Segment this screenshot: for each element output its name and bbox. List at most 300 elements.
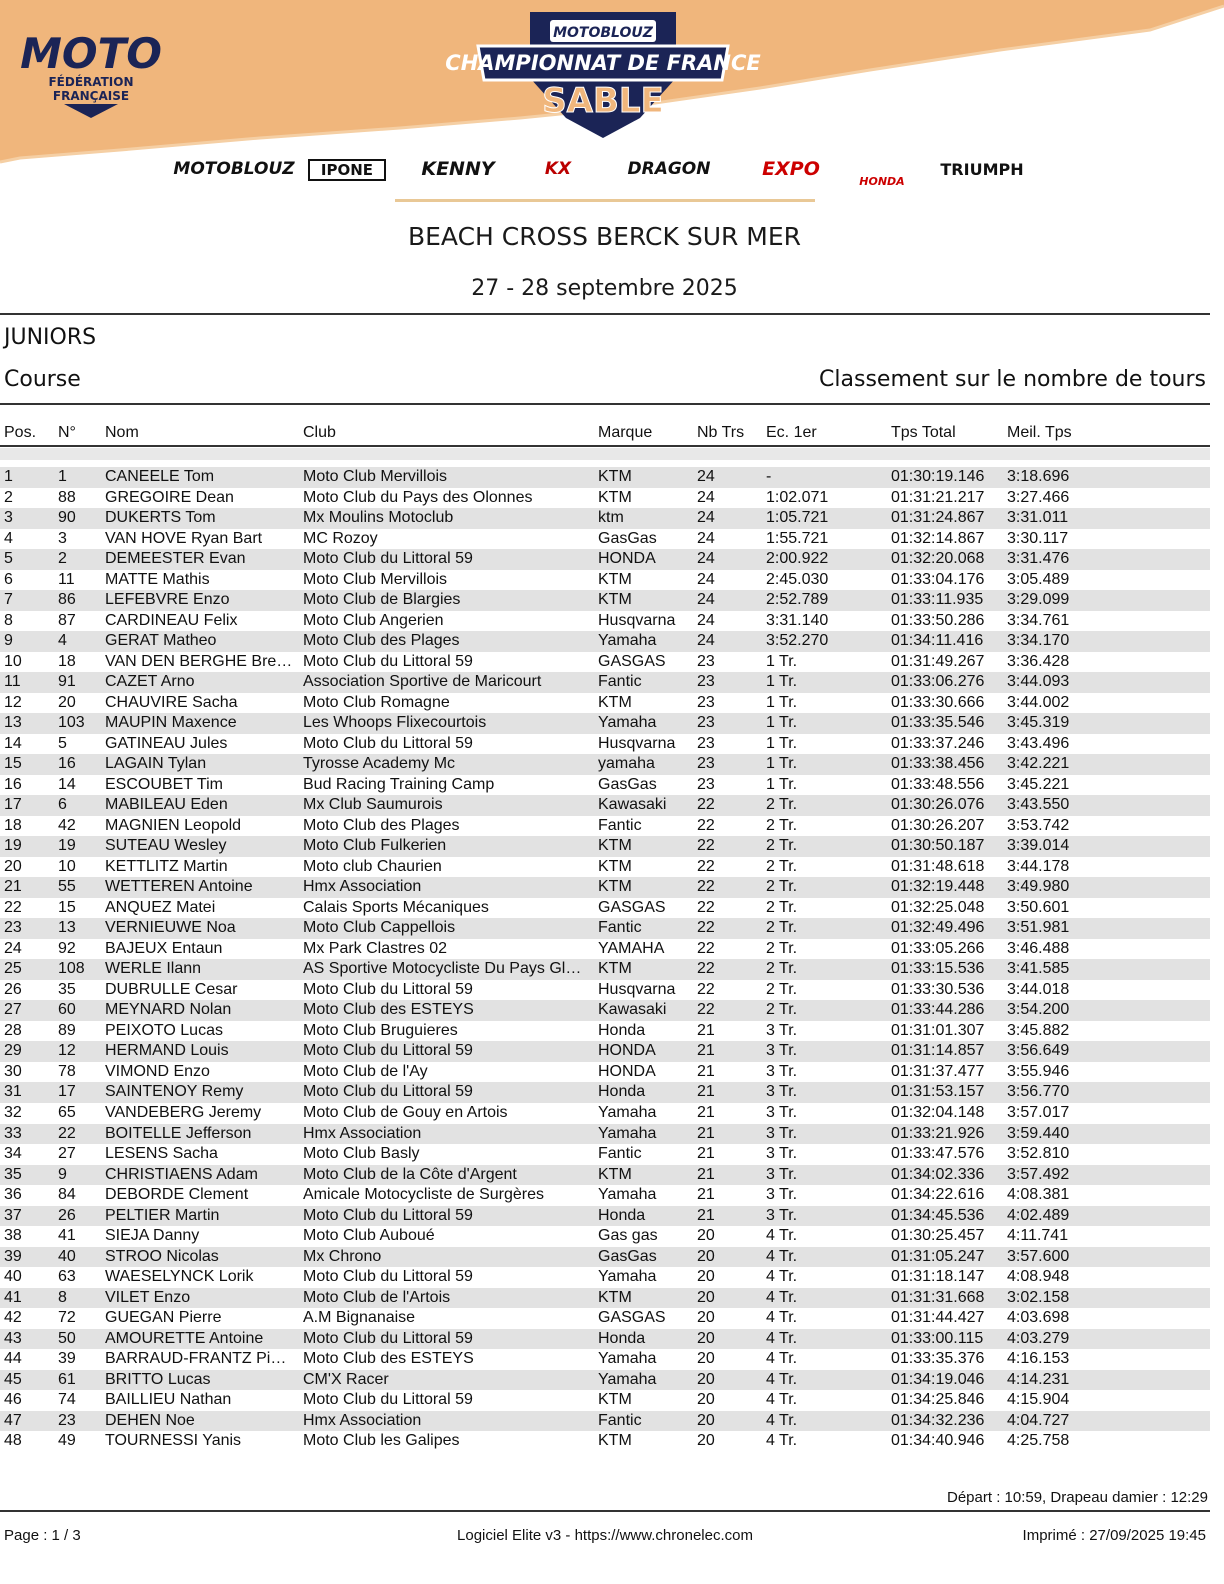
total-time-cell: 01:33:37.246 bbox=[891, 734, 985, 752]
gap-cell: 2 Tr. bbox=[766, 1001, 798, 1019]
brand-cell: Fantic bbox=[598, 816, 642, 834]
club-cell: Amicale Motocycliste de Surgères bbox=[303, 1186, 544, 1204]
name-cell: ANQUEZ Matei bbox=[105, 898, 216, 916]
laps-cell: 21 bbox=[697, 1083, 715, 1101]
number-cell: 90 bbox=[58, 509, 76, 527]
name-cell: AMOURETTE Antoine bbox=[105, 1329, 264, 1347]
gap-cell: 1 Tr. bbox=[766, 714, 798, 732]
table-row bbox=[0, 1329, 1210, 1350]
champ-logo-title: CHAMPIONNAT DE FRANCE bbox=[445, 51, 761, 75]
club-cell: MC Rozoy bbox=[303, 529, 378, 547]
number-cell: 8 bbox=[58, 1288, 67, 1306]
brand-cell: KTM bbox=[598, 878, 632, 896]
gap-cell: 2 Tr. bbox=[766, 837, 798, 855]
pos-cell: 24 bbox=[4, 939, 22, 957]
brand-cell: KTM bbox=[598, 837, 632, 855]
club-cell: Hmx Association bbox=[303, 1124, 422, 1142]
table-row bbox=[0, 1411, 1210, 1432]
pos-cell: 19 bbox=[4, 837, 22, 855]
table-row bbox=[0, 570, 1210, 591]
number-cell: 6 bbox=[58, 796, 67, 814]
number-cell: 86 bbox=[58, 591, 76, 609]
club-cell: Moto Club du Pays des Olonnes bbox=[303, 488, 533, 506]
club-cell: Moto Club du Littoral 59 bbox=[303, 1042, 473, 1060]
gap-cell: 3:52.270 bbox=[766, 632, 829, 650]
header-laps: Nb Trs bbox=[697, 424, 745, 441]
best-lap-cell: 3:44.002 bbox=[1007, 693, 1070, 711]
total-time-cell: 01:33:05.266 bbox=[891, 939, 985, 957]
total-time-cell: 01:34:40.946 bbox=[891, 1432, 985, 1450]
table-row bbox=[0, 1185, 1210, 1206]
total-time-cell: 01:30:26.076 bbox=[891, 796, 985, 814]
brand-cell: Yamaha bbox=[598, 1370, 657, 1388]
club-cell: AS Sportive Motocycliste Du Pays Gl… bbox=[303, 960, 582, 978]
best-lap-cell: 3:57.017 bbox=[1007, 1103, 1070, 1121]
laps-cell: 23 bbox=[697, 673, 715, 691]
name-cell: BRITTO Lucas bbox=[105, 1370, 211, 1388]
brand-cell: GasGas bbox=[598, 775, 657, 793]
best-lap-cell: 3:49.980 bbox=[1007, 878, 1070, 896]
best-lap-cell: 3:30.117 bbox=[1007, 529, 1069, 547]
pos-cell: 46 bbox=[4, 1391, 22, 1409]
gap-cell: 1 Tr. bbox=[766, 775, 798, 793]
name-cell: MATTE Mathis bbox=[105, 570, 210, 588]
total-time-cell: 01:31:05.247 bbox=[891, 1247, 985, 1265]
pos-cell: 26 bbox=[4, 980, 22, 998]
name-cell: ESCOUBET Tim bbox=[105, 775, 223, 793]
name-cell: DEMEESTER Evan bbox=[105, 550, 246, 568]
brand-cell: GasGas bbox=[598, 1247, 657, 1265]
laps-cell: 24 bbox=[697, 632, 715, 650]
number-cell: 5 bbox=[58, 734, 67, 752]
gap-cell: 2 Tr. bbox=[766, 898, 798, 916]
brand-cell: GASGAS bbox=[598, 652, 666, 670]
laps-cell: 22 bbox=[697, 898, 715, 916]
pos-cell: 35 bbox=[4, 1165, 22, 1183]
total-time-cell: 01:31:21.217 bbox=[891, 488, 985, 506]
name-cell: PEIXOTO Lucas bbox=[105, 1021, 223, 1039]
club-cell: Moto Club Fulkerien bbox=[303, 837, 447, 855]
gap-cell: 3 Tr. bbox=[766, 1206, 798, 1224]
club-cell: Moto Club Angerien bbox=[303, 611, 444, 629]
total-time-cell: 01:33:35.546 bbox=[891, 714, 985, 732]
total-time-cell: 01:33:21.926 bbox=[891, 1124, 985, 1142]
gap-cell: 2 Tr. bbox=[766, 919, 798, 937]
results-table-header bbox=[0, 424, 1210, 446]
best-lap-cell: 3:57.492 bbox=[1007, 1165, 1070, 1183]
total-time-cell: 01:33:47.576 bbox=[891, 1145, 985, 1163]
table-row bbox=[0, 959, 1210, 980]
pos-cell: 39 bbox=[4, 1247, 22, 1265]
best-lap-cell: 3:44.093 bbox=[1007, 673, 1070, 691]
gap-cell: 2 Tr. bbox=[766, 796, 798, 814]
best-lap-cell: 3:27.466 bbox=[1007, 488, 1070, 506]
header-brand: Marque bbox=[598, 424, 653, 441]
gap-cell: 2 Tr. bbox=[766, 878, 798, 896]
number-cell: 15 bbox=[58, 898, 76, 916]
pos-cell: 37 bbox=[4, 1206, 22, 1224]
name-cell: MAGNIEN Leopold bbox=[105, 816, 242, 834]
pos-cell: 21 bbox=[4, 878, 22, 896]
club-cell: Moto Club les Galipes bbox=[303, 1432, 460, 1450]
total-time-cell: 01:32:49.496 bbox=[891, 919, 985, 937]
gap-cell: 2 Tr. bbox=[766, 980, 798, 998]
best-lap-cell: 4:11.741 bbox=[1007, 1227, 1069, 1245]
name-cell: LESENS Sacha bbox=[105, 1145, 218, 1163]
name-cell: CAZET Arno bbox=[105, 673, 195, 691]
pos-cell: 3 bbox=[4, 509, 13, 527]
brand-cell: Husqvarna bbox=[598, 611, 676, 629]
sponsor-logo-triumph: TRIUMPH bbox=[940, 159, 1024, 179]
pos-cell: 25 bbox=[4, 960, 22, 978]
total-time-cell: 01:32:19.448 bbox=[891, 878, 985, 896]
number-cell: 60 bbox=[58, 1001, 76, 1019]
total-time-cell: 01:32:20.068 bbox=[891, 550, 985, 568]
pos-cell: 11 bbox=[4, 673, 21, 691]
number-cell: 18 bbox=[58, 652, 76, 670]
table-row bbox=[0, 1390, 1210, 1411]
laps-cell: 23 bbox=[697, 693, 715, 711]
title-rule bbox=[0, 313, 1210, 315]
best-lap-cell: 3:18.696 bbox=[1007, 468, 1070, 485]
brand-cell: Kawasaki bbox=[598, 1001, 667, 1019]
brand-cell: Yamaha bbox=[598, 1124, 657, 1142]
gap-cell: 1 Tr. bbox=[766, 673, 798, 691]
pos-cell: 8 bbox=[4, 611, 13, 629]
laps-cell: 20 bbox=[697, 1227, 715, 1245]
pos-cell: 9 bbox=[4, 632, 13, 650]
brand-cell: HONDA bbox=[598, 550, 656, 568]
brand-cell: HONDA bbox=[598, 1062, 656, 1080]
laps-cell: 22 bbox=[697, 816, 715, 834]
best-lap-cell: 4:04.727 bbox=[1007, 1411, 1070, 1429]
sponsor-logo-kenny: KENNY bbox=[421, 158, 495, 180]
club-cell: Moto Club Bruguieres bbox=[303, 1021, 458, 1039]
number-cell: 42 bbox=[58, 816, 76, 834]
header-pos: Pos. bbox=[4, 424, 37, 441]
total-time-cell: 01:31:18.147 bbox=[891, 1268, 985, 1286]
ffm-logo-line2: FÉDÉRATION bbox=[48, 75, 134, 89]
header-club: Club bbox=[303, 424, 336, 441]
table-row bbox=[0, 1062, 1210, 1083]
club-cell: Moto Club Basly bbox=[303, 1145, 420, 1163]
total-time-cell: 01:33:00.115 bbox=[891, 1329, 984, 1347]
pos-cell: 20 bbox=[4, 857, 22, 875]
best-lap-cell: 3:44.178 bbox=[1007, 857, 1070, 875]
footer-rule bbox=[0, 1510, 1210, 1512]
name-cell: MABILEAU Eden bbox=[105, 796, 228, 814]
header-rule bbox=[0, 445, 1210, 447]
laps-cell: 23 bbox=[697, 652, 715, 670]
laps-cell: 21 bbox=[697, 1124, 715, 1142]
start-info: Départ : 10:59, Drapeau damier : 12:29 bbox=[947, 1489, 1208, 1506]
brand-cell: Yamaha bbox=[598, 1103, 657, 1121]
laps-cell: 24 bbox=[697, 468, 715, 485]
club-cell: Association Sportive de Maricourt bbox=[303, 673, 542, 691]
brand-cell: KTM bbox=[598, 468, 632, 485]
table-row bbox=[0, 1349, 1210, 1370]
brand-cell: Husqvarna bbox=[598, 734, 676, 752]
name-cell: TOURNESSI Yanis bbox=[105, 1432, 242, 1450]
number-cell: 22 bbox=[58, 1124, 76, 1142]
total-time-cell: 01:33:30.666 bbox=[891, 693, 985, 711]
number-cell: 49 bbox=[58, 1432, 76, 1450]
sponsor-logo-motoblouz: MOTOBLOUZ bbox=[173, 159, 295, 179]
total-time-cell: 01:31:44.427 bbox=[891, 1309, 985, 1327]
laps-cell: 21 bbox=[697, 1186, 715, 1204]
table-row bbox=[0, 631, 1210, 652]
total-time-cell: 01:34:19.046 bbox=[891, 1370, 985, 1388]
pos-cell: 14 bbox=[4, 734, 22, 752]
name-cell: VANDEBERG Jeremy bbox=[105, 1103, 262, 1121]
pos-cell: 42 bbox=[4, 1309, 22, 1327]
table-row bbox=[0, 529, 1210, 550]
gap-cell: 3 Tr. bbox=[766, 1021, 798, 1039]
header-gap: Ec. 1er bbox=[766, 424, 817, 441]
total-time-cell: 01:31:53.157 bbox=[891, 1083, 985, 1101]
best-lap-cell: 3:05.489 bbox=[1007, 570, 1070, 588]
laps-cell: 21 bbox=[697, 1145, 715, 1163]
gap-cell: 1:05.721 bbox=[766, 509, 829, 527]
name-cell: DEHEN Noe bbox=[105, 1411, 195, 1429]
ranking-type: Classement sur le nombre de tours bbox=[819, 367, 1206, 392]
name-cell: DUKERTS Tom bbox=[105, 509, 216, 527]
club-cell: Moto club Chaurien bbox=[303, 857, 442, 875]
pos-cell: 16 bbox=[4, 775, 22, 793]
best-lap-cell: 3:34.170 bbox=[1007, 632, 1070, 650]
best-lap-cell: 3:52.810 bbox=[1007, 1145, 1070, 1163]
total-time-cell: 01:31:24.867 bbox=[891, 509, 985, 527]
number-cell: 78 bbox=[58, 1062, 76, 1080]
laps-cell: 20 bbox=[697, 1309, 715, 1327]
total-time-cell: 01:33:30.536 bbox=[891, 980, 985, 998]
pos-cell: 4 bbox=[4, 529, 13, 547]
best-lap-cell: 3:34.761 bbox=[1007, 611, 1070, 629]
gap-cell: 1 Tr. bbox=[766, 693, 798, 711]
best-lap-cell: 3:02.158 bbox=[1007, 1288, 1070, 1306]
brand-cell: Fantic bbox=[598, 919, 642, 937]
club-cell: Bud Racing Training Camp bbox=[303, 775, 495, 793]
ffm-logo-line3: FRANÇAISE bbox=[52, 89, 130, 103]
brand-cell: Kawasaki bbox=[598, 796, 667, 814]
championship-logo bbox=[445, 8, 761, 142]
table-row bbox=[0, 508, 1210, 529]
champ-logo-subtitle: SABLE bbox=[542, 81, 664, 121]
sponsor-logo-ipone: IPONE bbox=[308, 159, 386, 181]
table-row bbox=[0, 652, 1210, 673]
table-row bbox=[0, 939, 1210, 960]
total-time-cell: 01:32:25.048 bbox=[891, 898, 985, 916]
club-cell: Moto Club du Littoral 59 bbox=[303, 550, 473, 568]
brand-cell: KTM bbox=[598, 1391, 632, 1409]
name-cell: HERMAND Louis bbox=[105, 1042, 229, 1060]
laps-cell: 23 bbox=[697, 775, 715, 793]
number-cell: 35 bbox=[58, 980, 76, 998]
results-table-body bbox=[0, 467, 1210, 1452]
pos-cell: 30 bbox=[4, 1062, 22, 1080]
number-cell: 2 bbox=[58, 550, 67, 568]
pos-cell: 2 bbox=[4, 488, 13, 506]
brand-cell: Yamaha bbox=[598, 1186, 657, 1204]
pos-cell: 15 bbox=[4, 755, 22, 773]
number-cell: 16 bbox=[58, 755, 76, 773]
laps-cell: 23 bbox=[697, 755, 715, 773]
club-cell: Moto Club du Littoral 59 bbox=[303, 1083, 473, 1101]
name-cell: VAN HOVE Ryan Bart bbox=[105, 529, 263, 547]
brand-cell: KTM bbox=[598, 570, 632, 588]
gap-cell: 4 Tr. bbox=[766, 1247, 798, 1265]
brand-cell: Gas gas bbox=[598, 1227, 658, 1245]
header-name: Nom bbox=[105, 424, 139, 441]
number-cell: 72 bbox=[58, 1309, 76, 1327]
brand-cell: KTM bbox=[598, 857, 632, 875]
pos-cell: 40 bbox=[4, 1268, 22, 1286]
name-cell: VILET Enzo bbox=[105, 1288, 191, 1306]
number-cell: 41 bbox=[58, 1227, 76, 1245]
pos-cell: 34 bbox=[4, 1145, 22, 1163]
total-time-cell: 01:34:32.236 bbox=[891, 1411, 985, 1429]
table-row bbox=[0, 1431, 1210, 1452]
gap-cell: 1 Tr. bbox=[766, 652, 798, 670]
laps-cell: 22 bbox=[697, 796, 715, 814]
number-cell: 40 bbox=[58, 1247, 76, 1265]
sponsor-logo-expo: EXPO bbox=[762, 158, 820, 180]
total-time-cell: 01:33:44.286 bbox=[891, 1001, 985, 1019]
laps-cell: 24 bbox=[697, 591, 715, 609]
name-cell: SIEJA Danny bbox=[105, 1227, 200, 1245]
pos-cell: 44 bbox=[4, 1350, 22, 1368]
total-time-cell: 01:34:25.846 bbox=[891, 1391, 985, 1409]
brand-cell: Husqvarna bbox=[598, 980, 676, 998]
total-time-cell: 01:30:19.146 bbox=[891, 468, 985, 485]
table-row bbox=[0, 611, 1210, 632]
total-time-cell: 01:33:38.456 bbox=[891, 755, 985, 773]
brand-cell: GASGAS bbox=[598, 898, 666, 916]
best-lap-cell: 3:53.742 bbox=[1007, 816, 1070, 834]
club-cell: Moto Club de Blargies bbox=[303, 591, 461, 609]
table-row bbox=[0, 836, 1210, 857]
sponsor-strip bbox=[170, 148, 1050, 190]
laps-cell: 24 bbox=[697, 611, 715, 629]
total-time-cell: 01:32:04.148 bbox=[891, 1103, 985, 1121]
table-row bbox=[0, 1082, 1210, 1103]
pos-cell: 41 bbox=[4, 1288, 22, 1306]
table-row bbox=[0, 1041, 1210, 1062]
total-time-cell: 01:33:15.536 bbox=[891, 960, 985, 978]
laps-cell: 22 bbox=[697, 837, 715, 855]
number-cell: 88 bbox=[58, 488, 76, 506]
club-cell: Moto Club Mervillois bbox=[303, 570, 448, 588]
gap-cell: 2 Tr. bbox=[766, 816, 798, 834]
table-row bbox=[0, 1000, 1210, 1021]
number-cell: 55 bbox=[58, 878, 76, 896]
total-time-cell: 01:31:49.267 bbox=[891, 652, 985, 670]
best-lap-cell: 4:03.279 bbox=[1007, 1329, 1070, 1347]
brand-cell: Honda bbox=[598, 1021, 646, 1039]
pos-cell: 31 bbox=[4, 1083, 22, 1101]
total-time-cell: 01:33:50.286 bbox=[891, 611, 985, 629]
laps-cell: 22 bbox=[697, 960, 715, 978]
total-time-cell: 01:33:11.935 bbox=[891, 591, 984, 609]
club-cell: Moto Club de l'Artois bbox=[303, 1288, 451, 1306]
laps-cell: 21 bbox=[697, 1042, 715, 1060]
best-lap-cell: 3:31.476 bbox=[1007, 550, 1070, 568]
name-cell: PELTIER Martin bbox=[105, 1206, 220, 1224]
total-time-cell: 01:32:14.867 bbox=[891, 529, 985, 547]
name-cell: KETTLITZ Martin bbox=[105, 857, 228, 875]
name-cell: LEFEBVRE Enzo bbox=[105, 591, 230, 609]
name-cell: STROO Nicolas bbox=[105, 1247, 219, 1265]
brand-cell: KTM bbox=[598, 1288, 632, 1306]
club-cell: Moto Club des ESTEYS bbox=[303, 1350, 474, 1368]
laps-cell: 20 bbox=[697, 1329, 715, 1347]
number-cell: 84 bbox=[58, 1186, 76, 1204]
gap-cell: - bbox=[766, 468, 772, 485]
table-row bbox=[0, 980, 1210, 1001]
brand-cell: HONDA bbox=[598, 1042, 656, 1060]
gold-divider bbox=[395, 199, 815, 202]
club-cell: Moto Club du Littoral 59 bbox=[303, 734, 473, 752]
name-cell: GREGOIRE Dean bbox=[105, 488, 234, 506]
number-cell: 20 bbox=[58, 693, 76, 711]
laps-cell: 21 bbox=[697, 1062, 715, 1080]
club-cell: Mx Chrono bbox=[303, 1247, 382, 1265]
best-lap-cell: 3:43.496 bbox=[1007, 734, 1070, 752]
pos-cell: 29 bbox=[4, 1042, 22, 1060]
best-lap-cell: 4:02.489 bbox=[1007, 1206, 1070, 1224]
laps-cell: 23 bbox=[697, 734, 715, 752]
laps-cell: 24 bbox=[697, 509, 715, 527]
ffm-logo bbox=[20, 26, 162, 122]
table-row bbox=[0, 1206, 1210, 1227]
table-row bbox=[0, 898, 1210, 919]
total-time-cell: 01:31:01.307 bbox=[891, 1021, 985, 1039]
gap-cell: 2:52.789 bbox=[766, 591, 829, 609]
club-cell: Moto Club des Plages bbox=[303, 816, 460, 834]
table-row bbox=[0, 590, 1210, 611]
laps-cell: 21 bbox=[697, 1165, 715, 1183]
gap-cell: 4 Tr. bbox=[766, 1227, 798, 1245]
total-time-cell: 01:34:02.336 bbox=[891, 1165, 985, 1183]
table-row bbox=[0, 1267, 1210, 1288]
best-lap-cell: 3:57.600 bbox=[1007, 1247, 1070, 1265]
brand-cell: KTM bbox=[598, 693, 632, 711]
best-lap-cell: 4:15.904 bbox=[1007, 1391, 1070, 1409]
table-row bbox=[0, 1370, 1210, 1391]
name-cell: CARDINEAU Felix bbox=[105, 611, 238, 629]
name-cell: SAINTENOY Remy bbox=[105, 1083, 244, 1101]
laps-cell: 21 bbox=[697, 1206, 715, 1224]
table-row bbox=[0, 1288, 1210, 1309]
best-lap-cell: 3:56.649 bbox=[1007, 1042, 1070, 1060]
name-cell: CHRISTIAENS Adam bbox=[105, 1165, 258, 1183]
total-time-cell: 01:34:45.536 bbox=[891, 1206, 985, 1224]
laps-cell: 22 bbox=[697, 939, 715, 957]
table-row bbox=[0, 1144, 1210, 1165]
name-cell: WAESELYNCK Lorik bbox=[105, 1268, 254, 1286]
best-lap-cell: 3:44.018 bbox=[1007, 980, 1070, 998]
club-cell: Moto Club de l'Ay bbox=[303, 1062, 428, 1080]
pos-cell: 38 bbox=[4, 1227, 22, 1245]
number-cell: 108 bbox=[58, 960, 85, 978]
software-credit: Logiciel Elite v3 - https://www.chronelec.com bbox=[457, 1527, 753, 1544]
name-cell: WETTEREN Antoine bbox=[105, 878, 253, 896]
brand-cell: yamaha bbox=[598, 755, 655, 773]
gap-cell: 3 Tr. bbox=[766, 1165, 798, 1183]
table-row bbox=[0, 877, 1210, 898]
number-cell: 1 bbox=[58, 468, 67, 485]
total-time-cell: 01:30:50.187 bbox=[891, 837, 985, 855]
